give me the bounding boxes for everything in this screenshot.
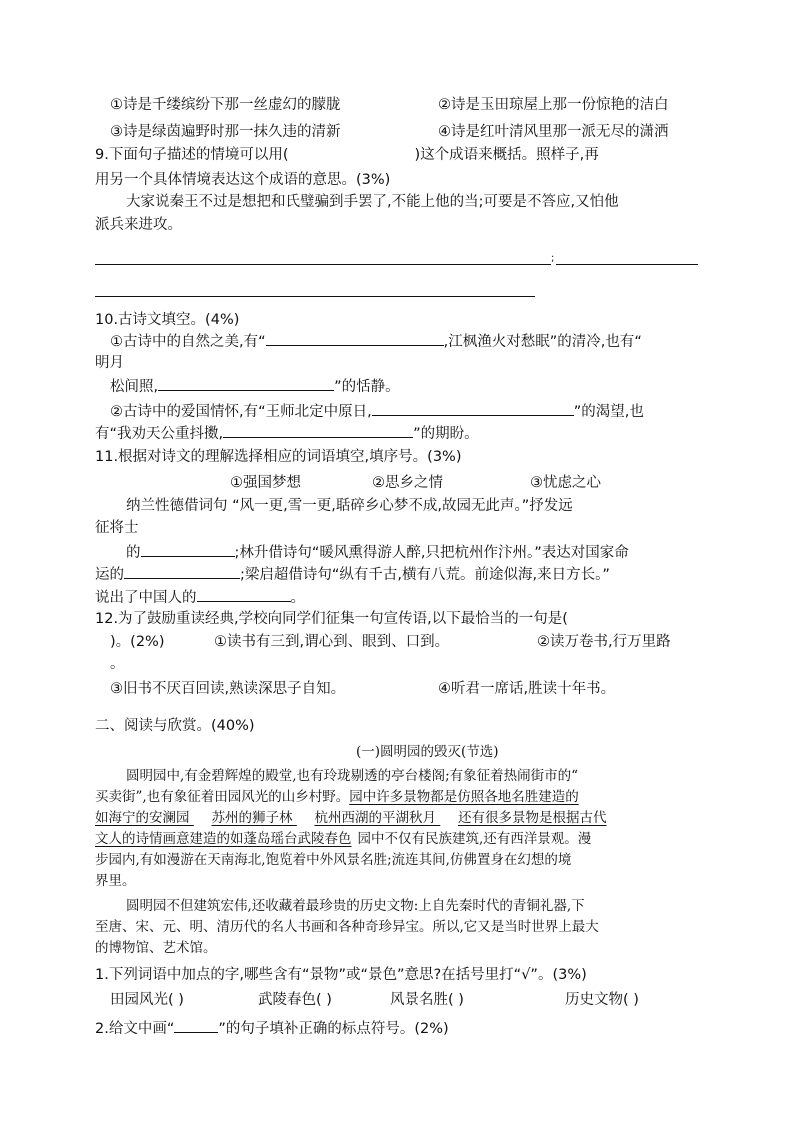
q10-line5 [95, 422, 479, 444]
q11-choice-1: ①强国梦想 [230, 475, 301, 491]
q9-answer-line-1[interactable] [95, 264, 551, 265]
q12-option-1: ①读书有三到,谓心到、眼到、口到。 [214, 634, 450, 650]
passage-line-8: 至唐、宋、元、明、清历代的名人书画和各种奇珍异宝。所以,它又是当时世界上最大 [95, 919, 599, 935]
q9-passage-line1: 大家说秦王不过是想把和氏璧骗到手罢了,不能上他的当;可要是不答应,又怕他 [126, 194, 619, 210]
q12-line2-a: )。(2%) [110, 634, 165, 650]
q9-passage-line2: 派兵来进攻。 [95, 217, 182, 233]
rq2-text-b: ”的句子填补正确的标点符号。(2%) [218, 1021, 449, 1037]
q10-line3 [110, 375, 400, 397]
q11-line5-text-b: 。 [290, 590, 305, 606]
q11-line3-text-a: 的 [126, 545, 141, 561]
passage-line-1: 圆明园中,有金碧辉煌的殿堂,也有玲珑剔透的亭台楼阁;有象征着热闹街市的“ [126, 768, 579, 784]
q8-option-4: ④诗是红叶清风里那一派无尽的潇洒 [438, 124, 669, 140]
section2-heading: 二、阅读与欣赏。(40%) [95, 718, 255, 734]
q10-line5-text-a: 有“我劝天公重抖擞, [95, 426, 224, 442]
passage-line-3 [95, 808, 607, 828]
passage-line-5: 步园内,有如漫游在天南海北,饱览着中外风景名胜;流连其间,仿佛置身在幻想的境 [95, 852, 572, 868]
q10-line2: 明月 [95, 355, 124, 371]
q11-blank-3[interactable] [197, 586, 291, 602]
rq1-word-3[interactable]: 风景名胜( ) [390, 992, 464, 1008]
q11-blank-2[interactable] [124, 563, 240, 579]
q10-line5-text-b: ”的期盼。 [413, 426, 479, 442]
rq1-word-2[interactable]: 武陵春色( ) [258, 992, 332, 1008]
q12-line3: 。 [110, 656, 125, 672]
q8-option-3: ③诗是绿茵遍野时那一抹久违的清新 [110, 124, 341, 140]
rq2-text-a: 2.给文中画“ [95, 1021, 175, 1037]
passage-line-2 [95, 787, 579, 807]
q9-prompt-line1 [95, 145, 599, 165]
q9-prompt-part1: 9.下面句子描述的情境可以用( [95, 147, 289, 163]
passage-line-2-text: 买卖街”,也有象征着田园风光的山乡村野。 [95, 789, 350, 805]
q12-option-4: ④听君一席话,胜读十年书。 [438, 681, 616, 697]
q10-line1-text-b: ,江枫渔火对愁眠”的清冷,也有“ [443, 334, 642, 350]
q11-line3-text-b: ;林升借诗句“暖风熏得游人醉,只把杭州作汴州。”表达对国家命 [234, 545, 629, 561]
q12-option-2: ②读万卷书,行万里路 [537, 634, 671, 650]
q11-line5 [95, 586, 305, 608]
passage-underlined-4: 杭州西湖的平湖秋月 [314, 810, 436, 826]
q10-line4-text-b: ”的渴望,也 [573, 404, 644, 420]
passage-line-4 [95, 829, 591, 849]
q10-blank-2[interactable] [158, 375, 334, 391]
rq1-word-4[interactable]: 历史文物( ) [565, 992, 639, 1008]
q12-option-3: ③旧书不厌百回读,熟读深思子自知。 [110, 681, 346, 697]
passage-line-9: 的博物馆、艺术馆。 [95, 940, 217, 956]
q10-line4-text-a: ②古诗中的爱国情怀,有“王师北定中原日, [110, 404, 372, 420]
q11-line2: 征将士 [95, 520, 139, 536]
passage-line-6: 界里。 [95, 873, 136, 889]
q9-prompt-part2: )这个成语来概括。照样子,再 [414, 147, 599, 163]
q9-semicolon: ; [551, 253, 555, 264]
q12-line1: 12.为了鼓励重读经典,学校向同学们征集一句宣传语,以下最恰当的一句是( [95, 611, 568, 627]
q10-blank-1[interactable] [266, 330, 444, 346]
q8-option-1: ①诗是千缕缤纷下那一丝虚幻的朦胧 [110, 97, 341, 113]
q11-line4-text-b: ;梁启超借诗句“纵有千古,横有八荒。前途似海,来日方长。” [240, 567, 610, 583]
q9-answer-line-2[interactable] [556, 264, 698, 265]
rq2-line [95, 1017, 449, 1039]
q11-blank-1[interactable] [141, 541, 235, 557]
q10-line4 [110, 400, 644, 422]
q11-line4 [95, 563, 610, 585]
q11-line5-text-a: 说出了中国人的 [95, 590, 197, 606]
passage-underlined-1: 园中许多景物都是仿照各地名胜建造的 [349, 789, 579, 805]
q11-line1: 纳兰性德借词句 “风一更,雪一更,聒碎乡心梦不成,故园无此声。”抒发远 [126, 498, 573, 514]
q10-blank-3[interactable] [372, 400, 574, 416]
q11-choice-2: ②思乡之情 [372, 475, 443, 491]
q11-line4-text-a: 运的 [95, 567, 124, 583]
q10-line3-text-a: 松间照, [110, 379, 159, 395]
passage-underlined-3: 苏州的狮子林 [211, 810, 293, 826]
q9-answer-line-3[interactable] [95, 296, 535, 297]
q10-line1-text-a: ①古诗中的自然之美,有“ [110, 334, 266, 350]
passage-line-4-text: 园中不仅有民族建筑,还有西洋景观。漫 [357, 831, 592, 847]
passage-line-7: 圆明园不但建筑宏伟,还收藏着最珍贵的历史文物:上自先秦时代的青铜礼器,下 [126, 898, 585, 914]
q10-line1 [110, 330, 642, 352]
q10-line3-text-b: ”的恬静。 [334, 379, 400, 395]
q10-title: 10.古诗文填空。(4%) [95, 312, 240, 328]
q11-line3 [126, 541, 629, 563]
passage-underlined-6: 文人的诗情画意建造的如蓬岛瑶台武陵春色 [95, 831, 352, 847]
rq1-word-1[interactable]: 田园风光( ) [110, 992, 184, 1008]
q11-choice-3: ③忧虑之心 [530, 475, 601, 491]
passage-underlined-5: 还有很多景物是根据古代 [458, 810, 607, 826]
q11-title: 11.根据对诗文的理解选择相应的词语填空,填序号。(3%) [95, 449, 462, 465]
passage-underlined-2: 如海宁的安澜园 [95, 810, 190, 826]
q8-option-2: ②诗是玉田琼屋上那一份惊艳的洁白 [438, 97, 669, 113]
rq1-title: 1.下列词语中加点的字,哪些含有“景物”或“景色”意思?在括号里打“√”。(3%) [95, 967, 587, 983]
rq2-underline-sample [174, 1017, 218, 1033]
passage-title: (一)圆明园的毁灭(节选) [356, 744, 499, 760]
q9-prompt-line2: 用另一个具体情境表达这个成语的意思。(3%) [95, 172, 391, 188]
q10-blank-4[interactable] [223, 422, 413, 438]
